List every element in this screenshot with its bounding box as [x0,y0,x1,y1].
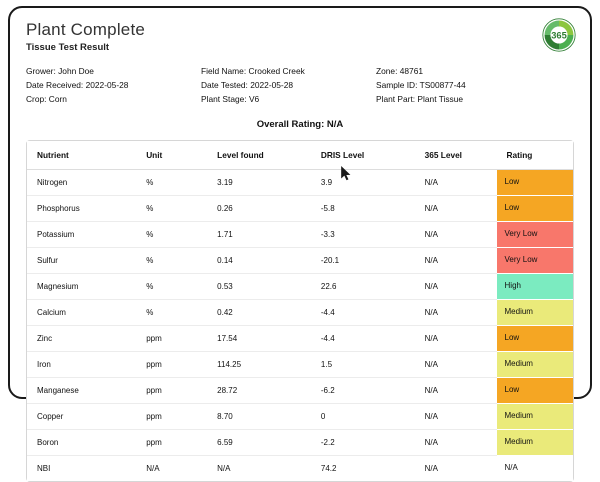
nutrient-name: NBI [27,455,136,481]
nutrient-rating-cell [497,247,573,273]
nutrient-dris-level: 74.2 [311,455,415,481]
nutrient-unit: % [136,169,207,195]
nutrient-name: Calcium [27,299,136,325]
meta-column-grower [26,65,201,107]
table-row [27,351,573,377]
nutrient-level-found: 17.54 [207,325,311,351]
nutrient-level-found: 0.26 [207,195,311,221]
nutrient-name: Manganese [27,377,136,403]
nutrient-rating-cell [497,299,573,325]
meta-column-field [201,65,376,107]
nutrient-unit: % [136,247,207,273]
nutrient-level-found: 6.59 [207,429,311,455]
nutrient-365-level: N/A [415,169,497,195]
table-row [27,299,573,325]
nutrient-dris-level: -4.4 [311,299,415,325]
table-row [27,403,573,429]
nutrient-level-found: 3.19 [207,169,311,195]
nutrient-name: Magnesium [27,273,136,299]
nutrient-name: Nitrogen [27,169,136,195]
column-header-level-found: Level found [207,141,311,170]
nutrient-365-level: N/A [415,221,497,247]
rating-badge: Very Low [497,222,573,247]
svg-text:365: 365 [551,30,567,41]
nutrient-365-level: N/A [415,299,497,325]
nutrient-365-level: N/A [415,455,497,481]
table-row [27,169,573,195]
rating-badge: Very Low [497,248,573,273]
table-row [27,325,573,351]
table-body [27,169,573,481]
report-meta [26,65,574,107]
rating-badge: Low [497,196,573,221]
nutrient-level-found: N/A [207,455,311,481]
nutrient-name: Boron [27,429,136,455]
report-body [10,8,590,473]
report-subtitle: Tissue Test Result [26,42,110,53]
nutrient-dris-level: -4.4 [311,325,415,351]
nutrient-name: Iron [27,351,136,377]
nutrient-365-level: N/A [415,403,497,429]
nutrient-unit: ppm [136,403,207,429]
table-row [27,273,573,299]
nutrient-table-wrapper [26,140,574,482]
meta-column-sample [376,65,556,107]
nutrient-dris-level: -20.1 [311,247,415,273]
rating-badge: High [497,274,573,299]
nutrient-level-found: 1.71 [207,221,311,247]
nutrient-unit: N/A [136,455,207,481]
table-row [27,247,573,273]
report-header [26,20,574,53]
nutrient-unit: ppm [136,377,207,403]
nutrient-table [27,141,573,481]
rating-badge: Medium [497,352,573,377]
nutrient-365-level: N/A [415,273,497,299]
nutrient-level-found: 0.14 [207,247,311,273]
nutrient-level-found: 0.42 [207,299,311,325]
rating-badge: Medium [497,300,573,325]
report-card [8,6,592,473]
nutrient-unit: % [136,195,207,221]
rating-badge: Low [497,326,573,351]
nutrient-rating-cell [497,325,573,351]
meta-date-received: Date Received: 2022-05-28 [26,79,129,90]
nutrient-365-level: N/A [415,325,497,351]
table-row [27,377,573,403]
table-row [27,195,573,221]
table-row [27,221,573,247]
nutrient-name: Copper [27,403,136,429]
nutrient-rating-cell [497,221,573,247]
page-title: Plant Complete [26,20,146,39]
nutrient-dris-level: 0 [311,403,415,429]
nutrient-name: Potassium [27,221,136,247]
nutrient-unit: ppm [136,429,207,455]
nutrient-dris-level: 1.5 [311,351,415,377]
nutrient-dris-level: 22.6 [311,273,415,299]
nutrient-365-level: N/A [415,247,497,273]
nutrient-level-found: 8.70 [207,403,311,429]
nutrient-365-level: N/A [415,351,497,377]
table-row [27,455,573,481]
nutrient-level-found: 114.25 [207,351,311,377]
rating-badge: Medium [497,404,573,429]
nutrient-rating-cell [497,403,573,429]
nutrient-365-level: N/A [415,429,497,455]
meta-date-tested: Date Tested: 2022-05-28 [201,79,294,90]
column-header-unit: Unit [136,141,207,170]
column-header-rating: Rating [497,141,573,170]
meta-field-name: Field Name: Crooked Creek [201,66,305,76]
nutrient-rating-cell [497,455,573,481]
nutrient-rating-cell [497,377,573,403]
nutrient-name: Phosphorus [27,195,136,221]
table-header-row [27,141,573,170]
nutrient-unit: % [136,299,207,325]
nutrient-rating-cell [497,351,573,377]
brand-365-logo-icon [542,18,576,52]
table-row [27,429,573,455]
nutrient-unit: ppm [136,325,207,351]
nutrient-dris-level: 3.9 [311,169,415,195]
rating-badge: Medium [497,430,573,455]
meta-sample-id: Sample ID: TS00877-44 [376,79,466,90]
nutrient-name: Sulfur [27,247,136,273]
column-header-365-level: 365 Level [415,141,497,170]
overall-rating: Overall Rating: N/A [256,118,344,130]
nutrient-dris-level: -2.2 [311,429,415,455]
nutrient-rating-cell [497,195,573,221]
nutrient-dris-level: -5.8 [311,195,415,221]
meta-plant-part: Plant Part: Plant Tissue [376,93,464,104]
rating-badge: Low [497,170,573,195]
nutrient-level-found: 28.72 [207,377,311,403]
column-header-dris-level: DRIS Level [311,141,415,170]
nutrient-level-found: 0.53 [207,273,311,299]
nutrient-365-level: N/A [415,377,497,403]
nutrient-rating-cell [497,429,573,455]
meta-grower: Grower: John Doe [26,66,94,76]
meta-plant-stage: Plant Stage: V6 [201,93,260,104]
nutrient-unit: ppm [136,351,207,377]
nutrient-365-level: N/A [415,195,497,221]
column-header-nutrient: Nutrient [27,141,136,170]
nutrient-dris-level: -6.2 [311,377,415,403]
meta-crop: Crop: Corn [26,93,67,104]
nutrient-rating-cell [497,273,573,299]
meta-zone: Zone: 48761 [376,66,424,76]
nutrient-unit: % [136,273,207,299]
nutrient-dris-level: -3.3 [311,221,415,247]
nutrient-name: Zinc [27,325,136,351]
nutrient-unit: % [136,221,207,247]
rating-badge: Low [497,378,573,403]
rating-badge: N/A [497,456,573,481]
nutrient-rating-cell [497,169,573,195]
